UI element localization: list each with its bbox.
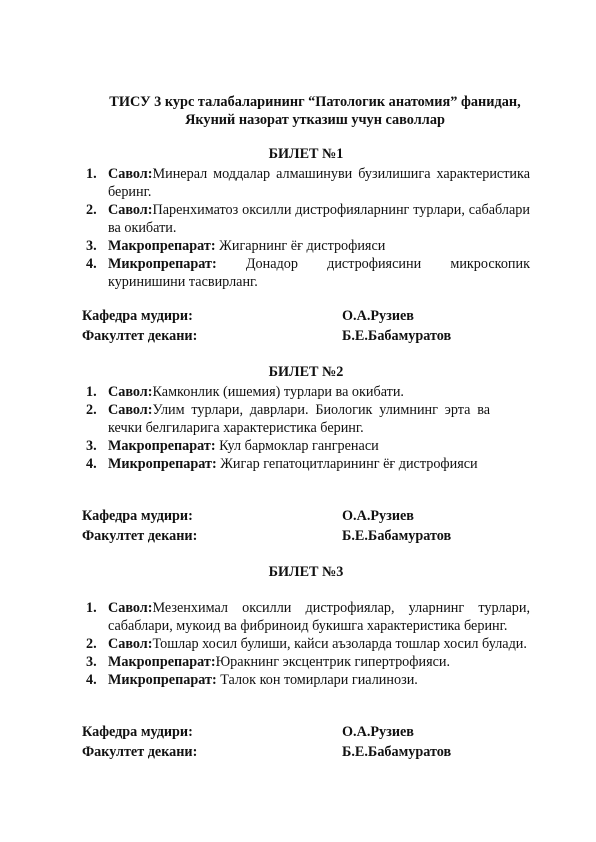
- item-number: 4.: [86, 456, 97, 472]
- list-item: [82, 671, 530, 689]
- item-text: Улим турлари, даврлари. Биологик улимнинг эрта ва кечки белгиларига характеристика беринг.: [108, 402, 490, 436]
- dean-label: Факултет декани:: [82, 528, 198, 544]
- list-item: [82, 635, 530, 653]
- item-label: Савол:: [108, 600, 153, 616]
- item-label: Савол:: [108, 402, 153, 418]
- item-label: Макропрепарат:: [108, 654, 216, 670]
- list-item: [82, 599, 530, 635]
- signature-row: [82, 723, 530, 743]
- item-number: 1.: [86, 384, 97, 400]
- list-item: [82, 237, 530, 255]
- department-head-name: О.А.Рузиев: [342, 308, 414, 324]
- item-label: Микропрепарат:: [108, 672, 217, 688]
- item-label: Микропрепарат:: [108, 456, 217, 472]
- item-text: Кул бармоклар гангренаси: [215, 438, 379, 454]
- department-head-label: Кафедра мудири:: [82, 308, 193, 324]
- list-item: [82, 165, 530, 201]
- list-item: [82, 383, 530, 401]
- dean-label: Факултет декани:: [82, 328, 198, 344]
- item-text: Тошлар хосил булиши, кайси аъзоларда тошлар хосил булади.: [152, 636, 527, 652]
- item-text: Паренхиматоз оксилли дистрофияларнинг турлари, сабаблари ва окибати.: [108, 202, 530, 236]
- department-head-label: Кафедра мудири:: [82, 724, 193, 740]
- item-text: Камконлик (ишемия) турлари ва окибати.: [152, 384, 404, 400]
- item-text: Жигар гепатоцитларининг ёғ дистрофияси: [216, 456, 478, 472]
- list-item: [82, 455, 530, 473]
- signature-block-1: [82, 307, 530, 347]
- signature-row: [82, 327, 530, 347]
- item-label: Савол:: [108, 636, 153, 652]
- item-label: Микропрепарат:: [108, 256, 217, 272]
- item-text: Минерал моддалар алмашинуви бузилишига характеристика беринг.: [108, 166, 530, 200]
- list-item: [82, 653, 530, 671]
- item-label: Савол:: [108, 166, 153, 182]
- item-number: 1.: [86, 600, 97, 616]
- item-text: Жигарнинг ёғ дистрофияси: [215, 238, 386, 254]
- item-number: 2.: [86, 202, 97, 218]
- document-page: [82, 93, 530, 763]
- ticket-2-title: БИЛЕТ №2: [268, 364, 344, 380]
- item-text: Талок кон томирлари гиалинози.: [216, 672, 418, 688]
- item-number: 1.: [86, 166, 97, 182]
- list-item: [82, 437, 530, 455]
- title-line-1: ТИСУ 3 курс талабаларининг “Патологик анатомия” фанидан,: [109, 94, 521, 110]
- ticket-1-title: БИЛЕТ №1: [268, 146, 344, 162]
- item-number: 2.: [86, 402, 97, 418]
- item-number: 4.: [86, 672, 97, 688]
- signature-block-3: [82, 723, 530, 763]
- signature-row: [82, 507, 530, 527]
- list-item: [82, 401, 530, 437]
- list-item: [82, 255, 530, 291]
- item-number: 2.: [86, 636, 97, 652]
- dean-name: Б.Е.Бабамуратов: [342, 328, 452, 344]
- signature-row: [82, 307, 530, 327]
- ticket-1-questions: [82, 165, 530, 291]
- item-label: Макропрепарат:: [108, 238, 216, 254]
- signature-row: [82, 527, 530, 547]
- item-number: 3.: [86, 238, 97, 254]
- department-head-name: О.А.Рузиев: [342, 508, 414, 524]
- document-title: [100, 93, 530, 129]
- dean-name: Б.Е.Бабамуратов: [342, 744, 452, 760]
- ticket-3-questions: [82, 599, 530, 689]
- item-text: Мезенхимал оксилли дистрофиялар, уларнинг турлари, сабаблари, мукоид ва фибриноид букишга характеристика беринг.: [108, 600, 530, 634]
- item-number: 3.: [86, 654, 97, 670]
- item-number: 3.: [86, 438, 97, 454]
- item-text: Юракнинг эксцентрик гипертрофияси.: [215, 654, 451, 670]
- item-number: 4.: [86, 256, 97, 272]
- signature-row: [82, 743, 530, 763]
- department-head-label: Кафедра мудири:: [82, 508, 193, 524]
- list-item: [82, 201, 530, 237]
- signature-block-2: [82, 507, 530, 547]
- dean-name: Б.Е.Бабамуратов: [342, 528, 452, 544]
- department-head-name: О.А.Рузиев: [342, 724, 414, 740]
- item-label: Савол:: [108, 384, 153, 400]
- item-label: Макропрепарат:: [108, 438, 216, 454]
- dean-label: Факултет декани:: [82, 744, 198, 760]
- ticket-3-title: БИЛЕТ №3: [268, 564, 344, 580]
- title-line-2: Якуний назорат утказиш учун саволлар: [185, 112, 445, 128]
- ticket-2-questions: [82, 383, 530, 473]
- item-text: Донадор дистрофиясини микроскопик куринишини тасвирланг.: [108, 256, 530, 290]
- item-label: Савол:: [108, 202, 153, 218]
